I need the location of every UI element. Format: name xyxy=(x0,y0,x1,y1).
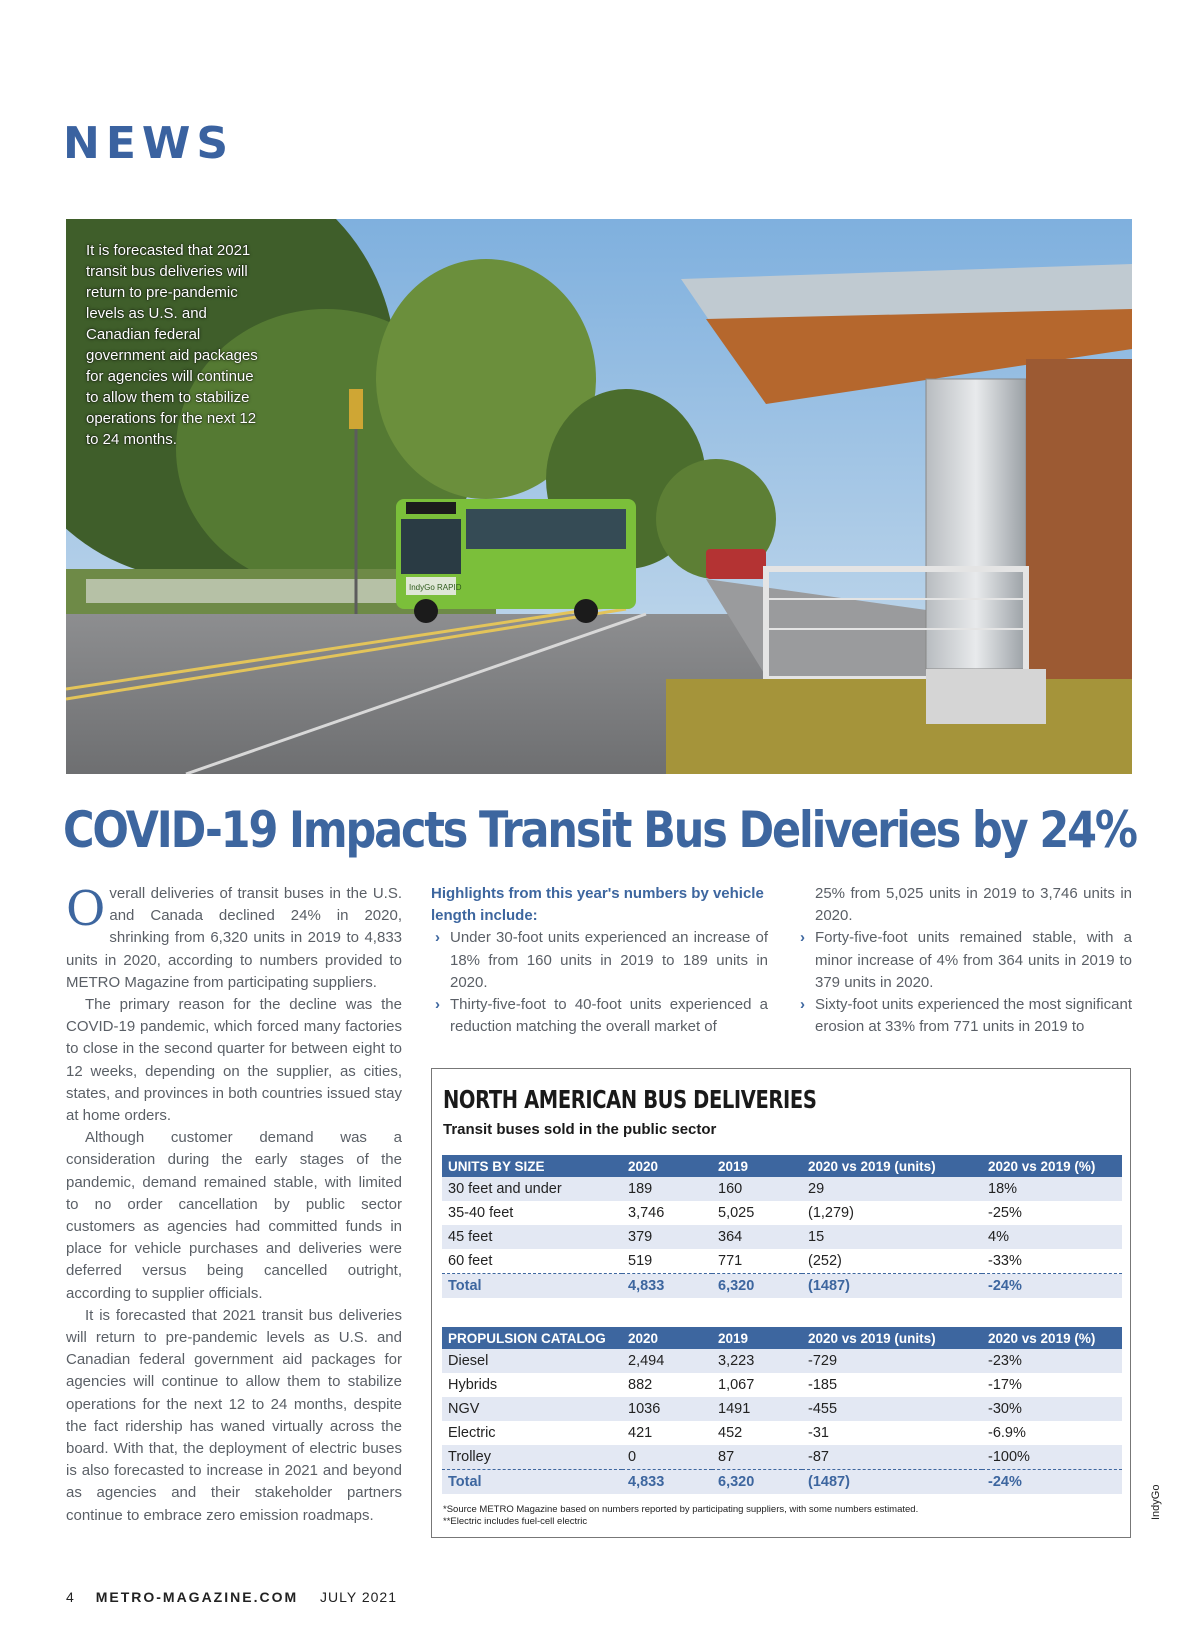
table-cell: Hybrids xyxy=(442,1373,622,1397)
table-cell: 45 feet xyxy=(442,1225,622,1249)
table-cell: 0 xyxy=(622,1445,712,1470)
table-cell: 87 xyxy=(712,1445,802,1470)
table-cell: 18% xyxy=(982,1177,1122,1201)
units-by-size-table xyxy=(442,1155,1122,1298)
section-label: NEWS xyxy=(63,118,235,169)
total-cell: 6,320 xyxy=(712,1470,802,1495)
table-total-row xyxy=(442,1470,1122,1495)
table-row xyxy=(442,1349,1122,1373)
table-header-row xyxy=(442,1155,1122,1177)
table-row xyxy=(442,1397,1122,1421)
table-cell: 379 xyxy=(622,1225,712,1249)
article-column-3 xyxy=(796,883,1132,1038)
table-cell: -25% xyxy=(982,1201,1122,1225)
table-cell: -729 xyxy=(802,1349,982,1373)
column-header: 2020 vs 2019 (%) xyxy=(982,1327,1122,1349)
table-row xyxy=(442,1445,1122,1470)
total-cell: -24% xyxy=(982,1470,1122,1495)
footer-issue-date: JULY 2021 xyxy=(320,1589,397,1605)
table-subtitle: Transit buses sold in the public sector xyxy=(443,1121,717,1138)
drop-cap: O xyxy=(66,881,106,937)
table-cell: 189 xyxy=(622,1177,712,1201)
article-column-2 xyxy=(431,883,768,1038)
table-header-row xyxy=(442,1327,1122,1349)
table-cell: -31 xyxy=(802,1421,982,1445)
paragraph-1-text: verall deliveries of transit buses in the U.S. and Canada declined 24% in 2020, shrinking from 6,320 units in 2019 to 4,833 units in 2020, according to numbers provided to METRO Magazine from participating suppliers. xyxy=(66,885,402,991)
bus-sign: IndyGo RAPID xyxy=(409,583,462,592)
total-cell: (1487) xyxy=(802,1470,982,1495)
column-header: 2020 vs 2019 (%) xyxy=(982,1155,1122,1177)
table-cell: -87 xyxy=(802,1445,982,1470)
table-cell: 35-40 feet xyxy=(442,1201,622,1225)
photo-caption: It is forecasted that 2021 transit bus deliveries will return to pre-pandemic levels as U.S. and Canadian federal government aid packages for agencies will continue to allow them to stabilize operations for the next 12 to 24 months. xyxy=(86,242,258,448)
total-cell: -24% xyxy=(982,1274,1122,1299)
chevron-right-icon: › xyxy=(800,929,805,947)
table-cell: 364 xyxy=(712,1225,802,1249)
bullet-1-text: Under 30-foot units experienced an increase of 18% from 160 units in 2019 to 189 units in 2020. xyxy=(450,929,768,991)
chevron-right-icon: › xyxy=(435,996,440,1014)
table-cell: 160 xyxy=(712,1177,802,1201)
column-header: 2019 xyxy=(712,1155,802,1177)
total-cell: Total xyxy=(442,1470,622,1495)
table-row xyxy=(442,1201,1122,1225)
article-column-1 xyxy=(66,883,402,1527)
table-cell: NGV xyxy=(442,1397,622,1421)
table-cell: 5,025 xyxy=(712,1201,802,1225)
bullet-2-continued: 25% from 5,025 units in 2019 to 3,746 units in 2020. xyxy=(815,885,1132,925)
table-cell: 60 feet xyxy=(442,1249,622,1274)
total-cell: Total xyxy=(442,1274,622,1299)
column-header: 2020 xyxy=(622,1155,712,1177)
table-total-row xyxy=(442,1274,1122,1299)
paragraph-4: It is forecasted that 2021 transit bus deliveries will return to pre-pandemic levels as U.S. and Canadian federal government aid packages for agencies will continue to allow them to stabilize operations for the next 12 to 24 months, despite the fact ridership has waned virtually across the board. With that, the deployment of electric buses is also forecasted to increase in 2021 and beyond as agencies and their stakeholder partners continue to embrace zero emission roadmaps. xyxy=(66,1306,402,1524)
table-cell: 452 xyxy=(712,1421,802,1445)
table-cell: 30 feet and under xyxy=(442,1177,622,1201)
table-cell: Diesel xyxy=(442,1349,622,1373)
bullet-4-text: Sixty-foot units experienced the most significant erosion at 33% from 771 units in 2019 to xyxy=(815,996,1132,1036)
column-header: 2019 xyxy=(712,1327,802,1349)
table-cell: 1036 xyxy=(622,1397,712,1421)
table-cell: 1,067 xyxy=(712,1373,802,1397)
column-header: 2020 xyxy=(622,1327,712,1349)
paragraph-3: Although customer demand was a consideration during the early stages of the pandemic, demand remained stable, with limited to no order cancellation by public sector customers as agencies had committed funds in place for vehicle purchases and deliveries were deferred versus being cancelled outright, according to supplier officials. xyxy=(66,1129,402,1302)
table-cell: -185 xyxy=(802,1373,982,1397)
table-cell: 519 xyxy=(622,1249,712,1274)
chevron-right-icon: › xyxy=(435,929,440,947)
bullet-2 xyxy=(431,994,768,1038)
bullet-3-text: Forty-five-foot units remained stable, with a minor increase of 4% from 364 units in 2019 to 379 units in 2020. xyxy=(815,929,1132,991)
table-cell: -6.9% xyxy=(982,1421,1122,1445)
chevron-right-icon: › xyxy=(800,996,805,1014)
footer-site: METRO-MAGAZINE.COM xyxy=(95,1589,299,1605)
table-row xyxy=(442,1249,1122,1274)
paragraph-1 xyxy=(66,883,402,994)
column-header: UNITS BY SIZE xyxy=(442,1155,622,1177)
table-cell: 2,494 xyxy=(622,1349,712,1373)
bullet-1 xyxy=(431,927,768,994)
table-cell: 771 xyxy=(712,1249,802,1274)
table-cell: -17% xyxy=(982,1373,1122,1397)
photo-credit: IndyGo xyxy=(1150,1484,1162,1520)
table-cell: 4% xyxy=(982,1225,1122,1249)
table-cell: (252) xyxy=(802,1249,982,1274)
page-footer xyxy=(66,1589,415,1605)
table-cell: 29 xyxy=(802,1177,982,1201)
column-header: PROPULSION CATALOG xyxy=(442,1327,622,1349)
table-title: NORTH AMERICAN BUS DELIVERIES xyxy=(443,1085,817,1114)
column-header: 2020 vs 2019 (units) xyxy=(802,1155,982,1177)
bullet-2-text: Thirty-five-foot to 40-foot units experienced a reduction matching the overall market of xyxy=(450,996,768,1036)
footnote-electric: **Electric includes fuel-cell electric xyxy=(443,1516,588,1527)
total-cell: 4,833 xyxy=(622,1470,712,1495)
total-cell: 6,320 xyxy=(712,1274,802,1299)
table-cell: 1491 xyxy=(712,1397,802,1421)
table-cell: 882 xyxy=(622,1373,712,1397)
table-row xyxy=(442,1373,1122,1397)
total-cell: (1487) xyxy=(802,1274,982,1299)
footnote-source: *Source METRO Magazine based on numbers reported by participating suppliers, with some numbers estimated. xyxy=(443,1504,919,1515)
table-cell: -100% xyxy=(982,1445,1122,1470)
table-cell: -30% xyxy=(982,1397,1122,1421)
table-cell: Trolley xyxy=(442,1445,622,1470)
table-cell: 3,223 xyxy=(712,1349,802,1373)
page-number: 4 xyxy=(66,1589,74,1605)
propulsion-catalog-table xyxy=(442,1327,1122,1494)
table-row xyxy=(442,1177,1122,1201)
table-cell: (1,279) xyxy=(802,1201,982,1225)
table-cell: 3,746 xyxy=(622,1201,712,1225)
highlights-title: Highlights from this year's numbers by vehicle length include: xyxy=(431,885,764,925)
deliveries-table-box xyxy=(431,1068,1131,1538)
total-cell: 4,833 xyxy=(622,1274,712,1299)
table-cell: 15 xyxy=(802,1225,982,1249)
table-cell: Electric xyxy=(442,1421,622,1445)
column-header: 2020 vs 2019 (units) xyxy=(802,1327,982,1349)
table-cell: -455 xyxy=(802,1397,982,1421)
table-footnotes xyxy=(443,1504,918,1528)
table-row xyxy=(442,1421,1122,1445)
table-row xyxy=(442,1225,1122,1249)
paragraph-2: The primary reason for the decline was the COVID-19 pandemic, which forced many factories to close in the second quarter for between eight to 12 weeks, depending on the supplier, as cities, states, and provinces in both countries issued stay at home orders. xyxy=(66,996,402,1125)
bullet-3 xyxy=(796,927,1132,994)
bullet-4 xyxy=(796,994,1132,1038)
article-headline: COVID-19 Impacts Transit Bus Deliveries by 24% xyxy=(63,801,1136,859)
table-cell: 421 xyxy=(622,1421,712,1445)
table-cell: -33% xyxy=(982,1249,1122,1274)
table-cell: -23% xyxy=(982,1349,1122,1373)
